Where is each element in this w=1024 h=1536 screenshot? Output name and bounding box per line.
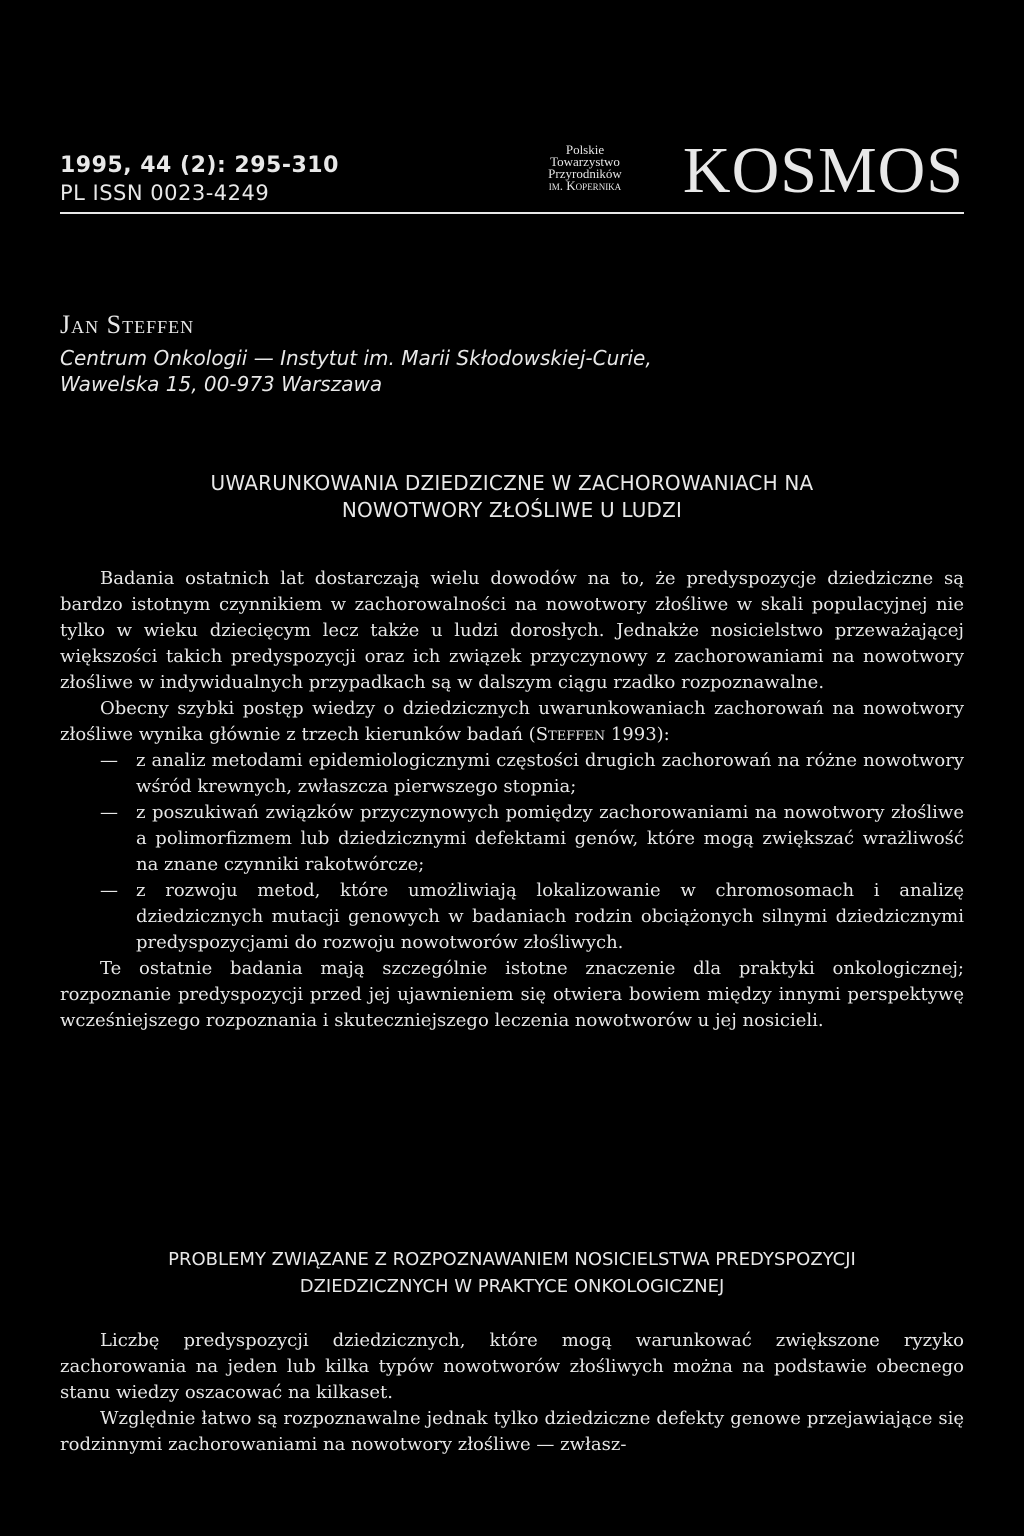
paragraph-text: 1993): (605, 724, 670, 745)
article-page (60, 0, 964, 1536)
author-name: Jan Steffen (60, 310, 195, 339)
society-line: Polskie (565, 142, 605, 157)
list-item-text: z poszukiwań związków przyczynowych pomiędzy zachorowaniami na nowotwory złośliwe a polimorfizmem lub dziedzicznymi defektami genów, które mogą zwiększać wrażliwość na znane czynniki rakotwórcze; (136, 802, 964, 875)
journal-title: KOSMOS (682, 134, 964, 207)
paragraph: Te ostatnie badania mają szczególnie istotne znaczenie dla praktyki onkologicznej; rozpoznanie predyspozycji przed jej ujawnieniem się otwiera bowiem między innymi perspektywę wcześniejszego rozpoznania i skuteczniejszego leczenia nowotworów u jej nosicieli. (60, 958, 964, 1031)
paragraph-text: Obecny szybki postęp wiedzy o dziedzicznych uwarunkowaniach zachorowań na nowotwory złośliwe wynika głównie z trzech kierunków badań ( (60, 698, 964, 745)
paragraph: Badania ostatnich lat dostarczają wielu dowodów na to, że predyspozycje dziedziczne są bardzo istotnym czynnikiem w zachorowalności na nowotwory złośliwe w skali populacyjnej nie tylko w wieku dziecięcym lecz także u ludzi dorosłych. Jednakże nosicielstwo przeważającej większości takich predyspozycji oraz ich związek przyczynowy z zachorowaniami na nowotwory złośliwe w indywidualnych przypadkach są w dalszym ciągu rzadko rozpoznawalne. (60, 568, 964, 693)
article-title (60, 470, 964, 524)
society-line: Przyrodników (548, 166, 622, 181)
society-line: im. Kopernika (548, 178, 622, 193)
issn: PL ISSN 0023-4249 (60, 181, 270, 205)
section-heading-line: PROBLEMY ZWIĄZANE Z ROZPOZNAWANIEM NOSICIELSTWA PREDYSPOZYCJI (168, 1249, 856, 1270)
society-line: Towarzystwo (550, 154, 620, 169)
citation: 1995, 44 (2): 295-310 (60, 153, 339, 178)
list (60, 748, 964, 956)
list-item (60, 800, 964, 878)
dash-marker: — (100, 750, 118, 771)
paragraph: Względnie łatwo są rozpoznawalne jednak tylko dziedziczne defekty genowe przejawiające się rodzinnymi zachorowaniami na nowotwory złośliwe — zwłasz- (60, 1408, 964, 1455)
section-body (60, 1328, 964, 1458)
journal-header (60, 134, 964, 214)
list-item (60, 748, 964, 800)
section-heading-line: DZIEDZICZNYCH W PRAKTYCE ONKOLOGICZNEJ (299, 1276, 725, 1297)
section-heading (60, 1246, 964, 1300)
paragraph (60, 696, 964, 748)
society-logo (530, 144, 640, 192)
title-line: NOWOTWORY ZŁOŚLIWE U LUDZI (341, 498, 683, 522)
citation-author: Steffen (535, 724, 606, 745)
dash-marker: — (100, 880, 118, 901)
affiliation-line: Centrum Onkologii — Instytut im. Marii Skłodowskiej-Curie, (60, 346, 652, 370)
dash-marker: — (100, 802, 118, 823)
paragraph: Liczbę predyspozycji dziedzicznych, które mogą warunkować zwiększone ryzyko zachorowania na jeden lub kilka typów nowotworów złośliwych można na podstawie obecnego stanu wiedzy oszacować na kilkaset. (60, 1330, 964, 1403)
list-item-text: z analiz metodami epidemiologicznymi częstości drugich zachorowań na różne nowotwory wśród krewnych, zwłaszcza pierwszego stopnia; (136, 750, 964, 797)
affiliation-address: Wawelska 15, 00-973 Warszawa (60, 372, 383, 396)
title-line: UWARUNKOWANIA DZIEDZICZNE W ZACHOROWANIACH NA (210, 471, 814, 495)
list-item-text: z rozwoju metod, które umożliwiają lokalizowanie w chromosomach i analizę dziedzicznych mutacji genowych w badaniach rodzin obciążonych silnymi dziedzicznymi predyspozycjami do rozwoju nowotworów złośliwych. (136, 880, 964, 953)
article-body (60, 566, 964, 1034)
list-item (60, 878, 964, 956)
